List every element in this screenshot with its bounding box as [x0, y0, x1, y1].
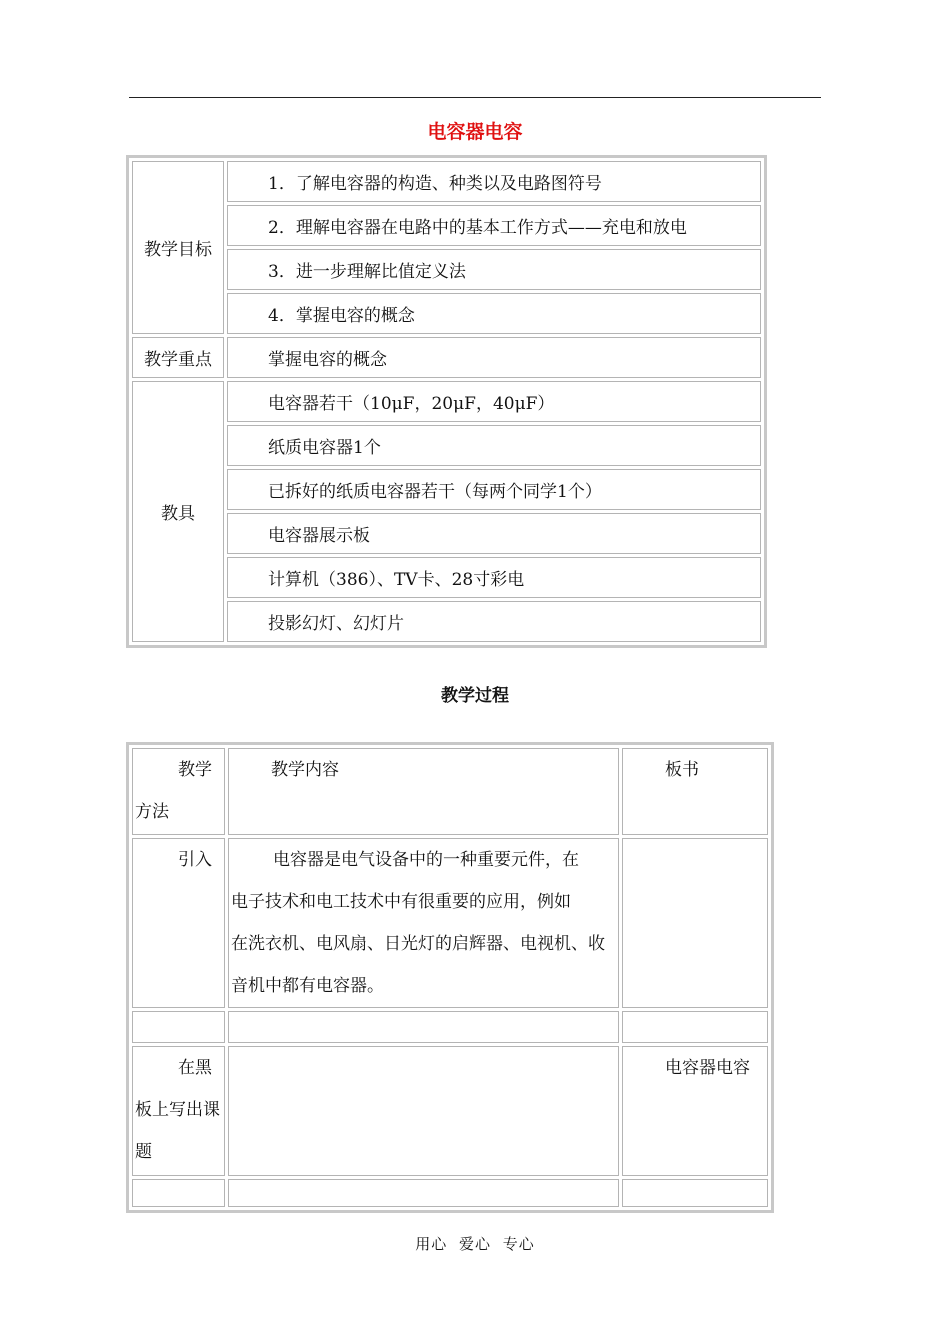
intro-method-label: 引入: [178, 850, 212, 870]
method-header: [132, 748, 225, 835]
process-table: [126, 742, 774, 1213]
method-header-line: 方法: [135, 802, 169, 822]
goal-item: 2．理解电容器在电路中的基本工作方式——充电和放电: [227, 205, 761, 246]
tool-item: 纸质电容器1个: [227, 425, 761, 466]
focus-label: 教学重点: [132, 337, 224, 378]
blackboard-method-line: 在黑: [178, 1058, 212, 1078]
footer: 用心 爱心 专心: [415, 1235, 535, 1253]
goal-item: 3．进一步理解比值定义法: [227, 249, 761, 290]
tool-item: 电容器展示板: [227, 513, 761, 554]
empty-cell: [132, 1011, 225, 1043]
intro-board: [622, 838, 768, 1008]
content-header: 教学内容: [228, 748, 619, 835]
objectives-table: [126, 155, 767, 648]
method-header-line: 教学: [178, 760, 212, 780]
empty-cell: [228, 1011, 619, 1043]
tool-item: 已拆好的纸质电容器若干（每两个同学1个）: [227, 469, 761, 510]
intro-content: [228, 838, 619, 1008]
empty-cell: [132, 1179, 225, 1207]
tools-label: 教具: [132, 381, 224, 642]
focus-value: 掌握电容的概念: [227, 337, 761, 378]
blackboard-method-line: 板上写出课: [135, 1100, 220, 1120]
tool-item: 投影幻灯、幻灯片: [227, 601, 761, 642]
goal-item: 4．掌握电容的概念: [227, 293, 761, 334]
empty-cell: [622, 1179, 768, 1207]
empty-cell: [228, 1179, 619, 1207]
tool-item: 电容器若干（10μF，20μF，40μF）: [227, 381, 761, 422]
intro-content-line: 音机中都有电容器。: [231, 976, 384, 996]
blackboard-content: [228, 1046, 619, 1176]
intro-content-line: 电子技术和电工技术中有很重要的应用，例如: [231, 892, 571, 912]
header-rule: [129, 97, 821, 98]
tool-item: 计算机（386）、TV卡、28寸彩电: [227, 557, 761, 598]
goals-label: 教学目标: [132, 161, 224, 334]
intro-content-line: 在洗衣机、电风扇、日光灯的启辉器、电视机、收: [231, 934, 605, 954]
blackboard-board: 电容器电容: [622, 1046, 768, 1176]
blackboard-method-line: 题: [135, 1142, 152, 1162]
goal-item: 1．了解电容器的构造、种类以及电路图符号: [227, 161, 761, 202]
board-header: 板书: [622, 748, 768, 835]
process-title: 教学过程: [441, 686, 509, 706]
empty-cell: [622, 1011, 768, 1043]
intro-content-line: 电容器是电气设备中的一种重要元件，在: [273, 850, 579, 870]
intro-method: [132, 838, 225, 1008]
document-title: 电容器电容: [427, 121, 523, 143]
blackboard-method: [132, 1046, 225, 1176]
